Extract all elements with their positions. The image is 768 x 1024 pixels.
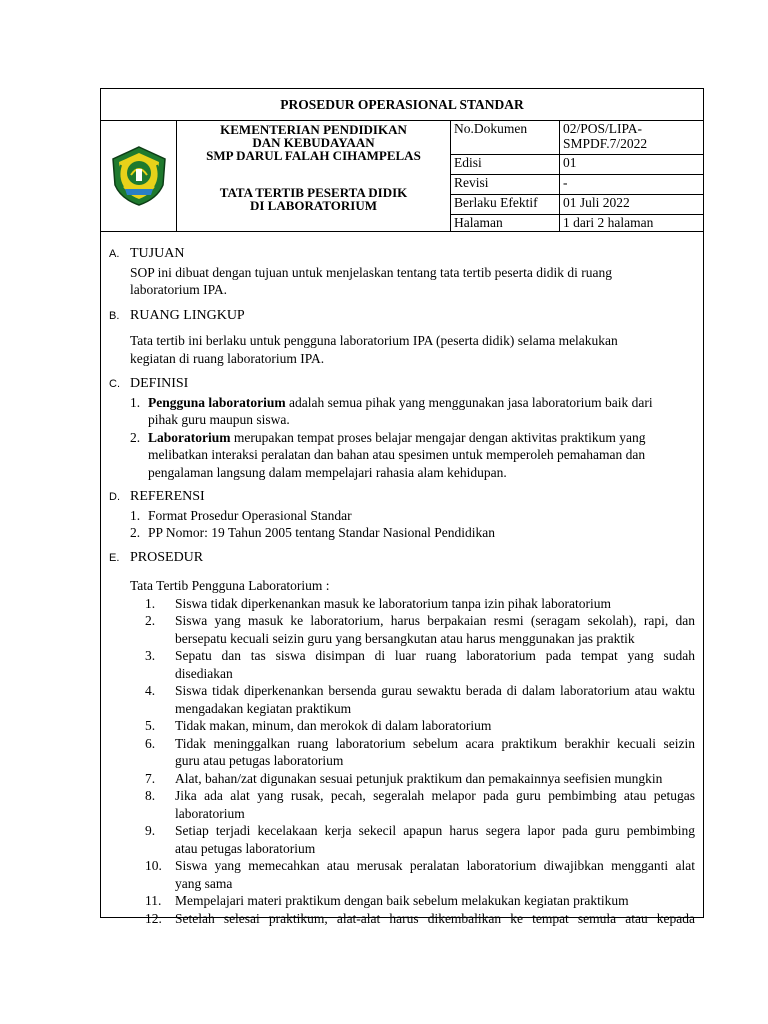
section-ruang-lingkup-text: Tata tertib ini berlaku untuk pengguna laboratorium IPA (peserta didik) selama melakukan kegiatan di ruang laboratorium IPA. bbox=[130, 333, 618, 366]
section-referensi bbox=[109, 488, 695, 507]
meta-key: Halaman bbox=[451, 215, 560, 231]
section-tujuan bbox=[109, 245, 695, 264]
meta-value: 01 Juli 2022 bbox=[563, 195, 630, 210]
definition-list bbox=[130, 394, 695, 482]
section-letter: B. bbox=[109, 309, 120, 322]
meta-key: No.Dokumen bbox=[451, 121, 560, 154]
section-definisi bbox=[109, 375, 695, 394]
section-ruang-lingkup bbox=[109, 307, 695, 326]
meta-value: - bbox=[563, 175, 568, 190]
document-body bbox=[101, 232, 703, 927]
list-item: 9. Setiap terjadi kecelakaan kerja sekecil apapun harus segera lapor pada guru pembimbing atau petugas laboratorium bbox=[145, 823, 695, 856]
document-page bbox=[100, 88, 704, 926]
meta-row-revisi bbox=[451, 175, 703, 195]
section-tujuan-text: SOP ini dibuat dengan tujuan untuk menjelaskan tentang tata tertib peserta didik di ruang laboratorium IPA. bbox=[130, 264, 613, 297]
org-line-3: SMP DARUL FALAH CIHAMPELAS bbox=[206, 148, 421, 163]
section-letter: D. bbox=[109, 491, 120, 503]
section-title: RUANG LINGKUP bbox=[130, 307, 245, 323]
doc-title-line-2: DI LABORATORIUM bbox=[249, 198, 377, 213]
org-line-2: DAN KEBUDAYAAN bbox=[252, 135, 375, 150]
list-item: 8. Jika ada alat yang rusak, pecah, segeralah melapor pada guru pembimbing atau petugas laboratorium bbox=[145, 788, 695, 821]
section-letter: E. bbox=[109, 551, 120, 564]
meta-key: Revisi bbox=[451, 175, 560, 194]
ministry-logo-icon bbox=[109, 145, 169, 207]
reference-list bbox=[130, 507, 695, 542]
section-prosedur bbox=[109, 549, 695, 568]
section-letter: C. bbox=[109, 378, 120, 390]
list-item: 5. Tidak makan, minum, dan merokok di dalam laboratorium bbox=[145, 718, 492, 733]
list-item: 11. Mempelajari materi praktikum dengan baik sebelum melakukan kegiatan praktikum bbox=[145, 893, 629, 908]
list-item: 1. Format Prosedur Operasional Standar bbox=[130, 507, 352, 523]
meta-row-halaman bbox=[451, 215, 703, 231]
list-item: 2. Siswa yang masuk ke laboratorium, harus berpakaian resmi (seragam sekolah), rapi, dan bersepatu kecuali seizin guru yang bersangkutan atau harus menggunakan jas praktik bbox=[145, 613, 695, 646]
list-item: 2. Laboratorium merupakan tempat proses belajar mengajar dengan aktivitas praktikum yang melibatkan interaksi peralatan dan bahan atau spesimen untuk memperoleh pemahaman dan pengalaman langsung dalam mempelajari rahasia alam kehidupan. bbox=[130, 429, 646, 480]
meta-value: 01 bbox=[563, 155, 577, 170]
list-item: 1. Siswa tidak diperkenankan masuk ke laboratorium tanpa izin pihak laboratorium bbox=[145, 595, 612, 611]
meta-row-berlaku-efektif bbox=[451, 195, 703, 215]
meta-key: Edisi bbox=[451, 155, 560, 174]
list-item: 12. Setelah selesai praktikum, alat-alat harus dikembalikan ke tempat semula atau kepada bbox=[145, 910, 695, 926]
section-title: PROSEDUR bbox=[130, 549, 204, 565]
list-item: 3. Sepatu dan tas siswa disimpan di luar ruang laboratorium pada tempat yang sudah disediakan bbox=[145, 648, 695, 681]
list-item: 1. Pengguna laboratorium adalah semua pihak yang menggunakan jasa laboratorium baik dari pihak guru maupun siswa. bbox=[130, 394, 653, 427]
meta-value: 1 dari 2 halaman bbox=[563, 215, 654, 230]
procedure-list bbox=[145, 595, 695, 928]
list-item: 6. Tidak meninggalkan ruang laboratorium sebelum acara praktikum berakhir kecuali seizin guru atau petugas laboratorium bbox=[145, 735, 695, 768]
document-header-title: PROSEDUR OPERASIONAL STANDAR bbox=[101, 89, 703, 121]
org-line-1: KEMENTERIAN PENDIDIKAN bbox=[220, 122, 407, 137]
document-meta-table bbox=[451, 121, 703, 231]
header-block bbox=[101, 121, 703, 232]
list-item: 4. Siswa tidak diperkenankan bersenda gurau sewaktu berada di dalam laboratorium atau waktu mengadakan kegiatan praktikum bbox=[145, 683, 695, 716]
procedure-intro: Tata Tertib Pengguna Laboratorium : bbox=[130, 578, 330, 593]
doc-title-line-1: TATA TERTIB PESERTA DIDIK bbox=[219, 185, 408, 200]
list-item: 10. Siswa yang memecahkan atau merusak peralatan laboratorium diwajibkan mengganti alat yang sama bbox=[145, 858, 695, 891]
list-item: 7. Alat, bahan/zat digunakan sesuai petunjuk praktikum dan pemakainnya seefisien mungkin bbox=[145, 770, 663, 786]
section-letter: A. bbox=[109, 248, 120, 260]
meta-value: 02/POS/LIPA- SMPDF.7/2022 bbox=[563, 121, 648, 151]
meta-row-edisi bbox=[451, 155, 703, 175]
logo-cell bbox=[101, 121, 177, 231]
organization-cell bbox=[177, 121, 451, 231]
list-item: 2. PP Nomor: 19 Tahun 2005 tentang Standar Nasional Pendidikan bbox=[130, 525, 496, 540]
section-title: REFERENSI bbox=[130, 489, 205, 504]
section-title: TUJUAN bbox=[130, 246, 185, 261]
meta-key: Berlaku Efektif bbox=[451, 195, 560, 214]
section-title: DEFINISI bbox=[130, 376, 189, 391]
meta-row-no-dokumen bbox=[451, 121, 703, 155]
